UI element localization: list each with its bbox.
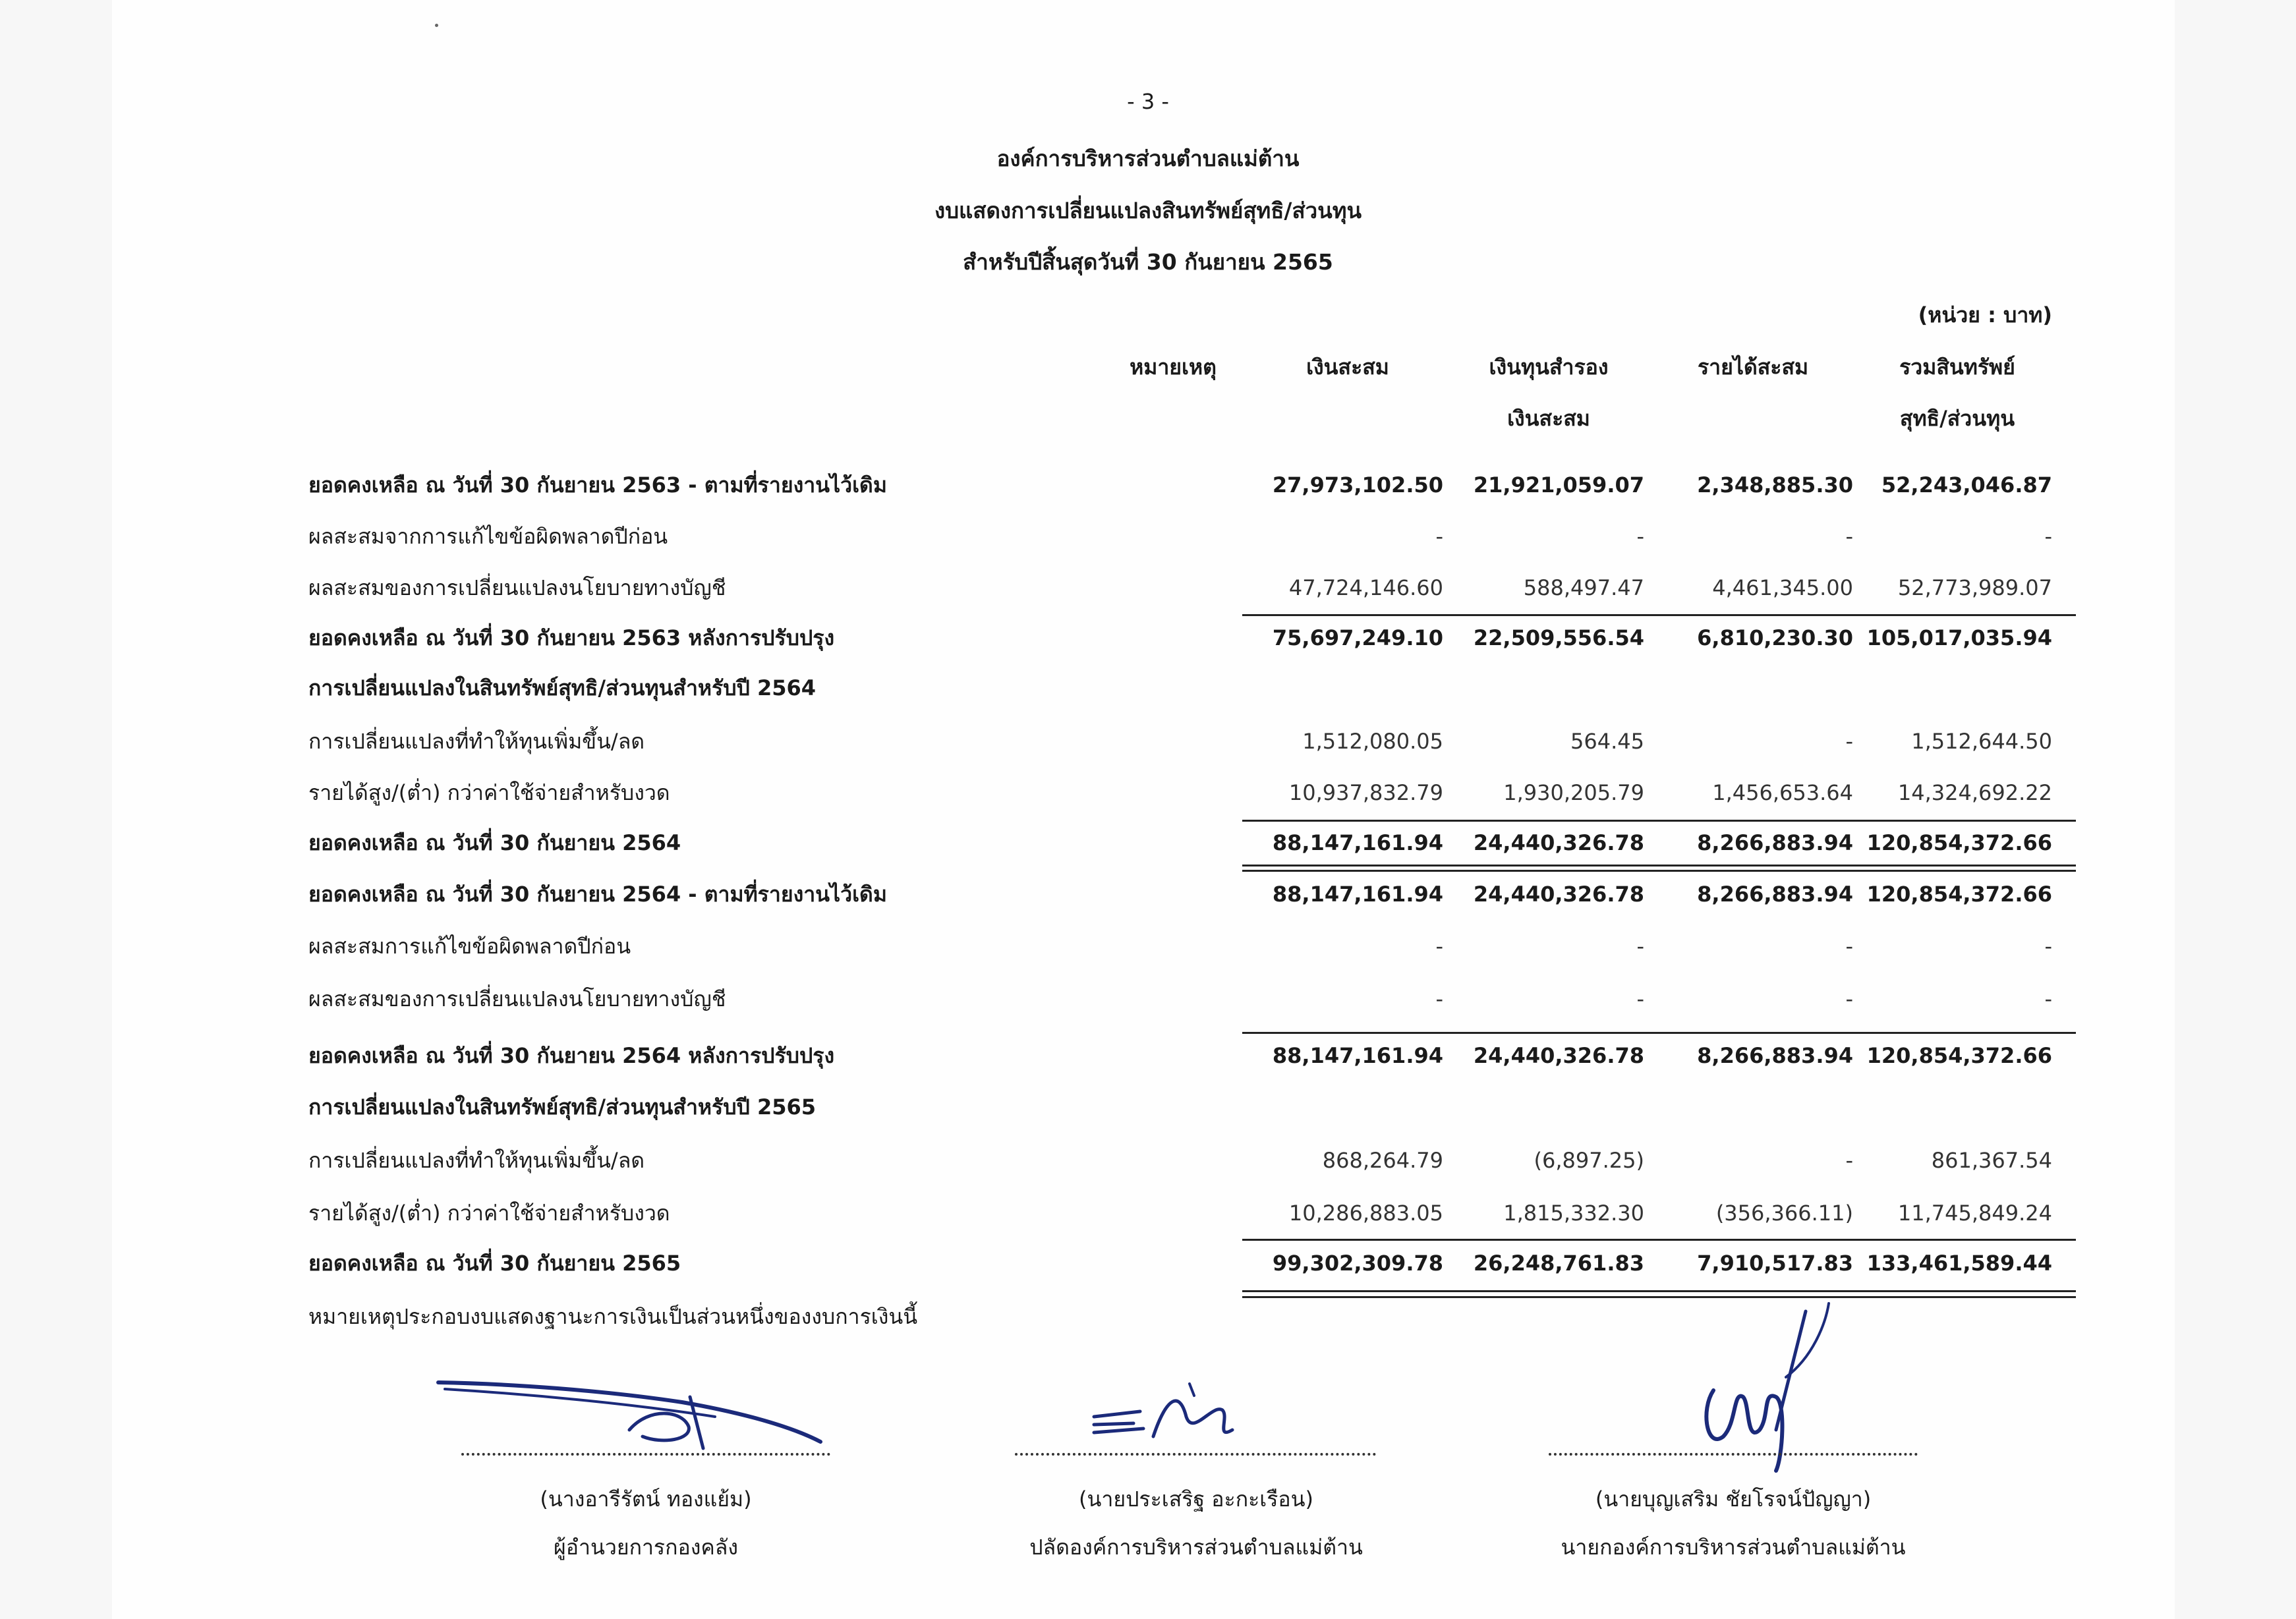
cell-total: 1,512,644.50 [1911,729,2052,754]
cell-reserve: 24,440,326.78 [1473,882,1644,907]
row-balance-2563-adjusted [0,618,2296,658]
row-prior-error-2563 [0,517,2296,556]
cell-total: - [2044,986,2052,1011]
cell-total: 52,773,989.07 [1897,575,2052,600]
signatory-position-2: ปลัดองค์การบริหารส่วนตำบลแม่ต้าน [1029,1535,1363,1560]
organization-title: องค์การบริหารส่วนตำบลแม่ต้าน [996,146,1300,171]
section-heading: การเปลี่ยนแปลงในสินทรัพย์สุทธิ/ส่วนทุนสำหรับปี 2564 [308,675,817,700]
period-title: สำหรับปีสิ้นสุดวันที่ 30 กันยายน 2565 [963,249,1333,275]
cell-total: 105,017,035.94 [1866,625,2052,650]
subtotal-rule [1242,1032,2076,1034]
row-label: ยอดคงเหลือ ณ วันที่ 30 กันยายน 2564 - ตามที่รายงานไว้เดิม [308,882,887,907]
signature-line-3 [1549,1453,1918,1456]
signatory-name-3: (นายบุญเสริม ชัยโรจน์ปัญญา) [1595,1487,1872,1512]
cell-reserve: 1,815,332.30 [1503,1201,1644,1226]
cell-revenue: 8,266,883.94 [1697,830,1853,855]
cell-total: 14,324,692.22 [1897,780,2052,805]
signatory-position-1: ผู้อำนวยการกองคลัง [554,1535,738,1560]
unit-label: (หน่วย : บาท) [1918,302,2052,327]
signatory-name-2: (นายประเสริฐ อะกะเรือน) [1079,1487,1313,1512]
cell-revenue: (356,366.11) [1715,1201,1853,1226]
total-double-rule-top [1242,865,2076,866]
cell-total: 861,367.54 [1931,1148,2052,1173]
row-label: ยอดคงเหลือ ณ วันที่ 30 กันยายน 2564 [308,830,681,855]
subtotal-rule [1242,820,2076,822]
cell-accumulated: 10,937,832.79 [1288,780,1443,805]
row-policy-change-2563 [0,568,2296,608]
cell-total: 133,461,589.44 [1866,1251,2052,1276]
cell-revenue: - [1845,934,1853,959]
row-capital-change-2564 [0,722,2296,761]
subtotal-rule [1242,614,2076,616]
total-double-rule-bottom [1242,870,2076,872]
total-double-rule-bottom [1242,1296,2076,1298]
signature-line-1 [461,1453,830,1456]
row-label: รายได้สูง/(ต่ำ) กว่าค่าใช้จ่ายสำหรับงวด [308,1201,670,1226]
cell-revenue: - [1845,1148,1853,1173]
column-header-reserve-line2: เงินสะสม [1507,406,1590,431]
row-label: ผลสะสมของการเปลี่ยนแปลงนโยบายทางบัญชี [308,986,726,1011]
cell-reserve: - [1636,934,1644,959]
cell-total: 120,854,372.66 [1866,882,2052,907]
row-label: ยอดคงเหลือ ณ วันที่ 30 กันยายน 2565 [308,1251,681,1276]
cell-accumulated: 868,264.79 [1322,1148,1443,1173]
row-label: ยอดคงเหลือ ณ วันที่ 30 กันยายน 2563 - ตามที่รายงานไว้เดิม [308,472,887,497]
column-header-total-line2: สุทธิ/ส่วนทุน [1899,406,2015,431]
cell-revenue: - [1845,524,1853,549]
cell-revenue: 7,910,517.83 [1697,1251,1853,1276]
scan-speck [435,24,438,27]
cell-reserve: 26,248,761.83 [1473,1251,1644,1276]
cell-revenue: 1,456,653.64 [1712,780,1853,805]
cell-reserve: 24,440,326.78 [1473,830,1644,855]
signature-mayor [1687,1298,1858,1476]
column-header-revenue: รายได้สะสม [1697,355,1809,380]
cell-accumulated: - [1435,524,1443,549]
row-balance-2564-adjusted [0,1036,2296,1075]
signature-chief-administrator [1081,1377,1252,1456]
cell-accumulated: - [1435,934,1443,959]
cell-revenue: 6,810,230.30 [1697,625,1853,650]
signature-line-2 [1015,1453,1376,1456]
row-balance-2564-original [0,874,2296,914]
cell-total: 120,854,372.66 [1866,830,2052,855]
row-section-2565 [0,1087,2296,1127]
row-label: ยอดคงเหลือ ณ วันที่ 30 กันยายน 2564 หลังการปรับปรุง [308,1043,835,1068]
cell-reserve: - [1636,524,1644,549]
cell-reserve: 1,930,205.79 [1503,780,1644,805]
cell-total: - [2044,934,2052,959]
row-label: การเปลี่ยนแปลงที่ทำให้ทุนเพิ่มขึ้น/ลด [308,1148,645,1173]
section-heading: การเปลี่ยนแปลงในสินทรัพย์สุทธิ/ส่วนทุนสำหรับปี 2565 [308,1094,817,1120]
signatory-name-1: (นางอารีรัตน์ ทองแย้ม) [540,1487,752,1512]
row-balance-2563-original [0,465,2296,505]
cell-accumulated: 47,724,146.60 [1288,575,1443,600]
cell-total: 11,745,849.24 [1897,1201,2052,1226]
row-surplus-2565 [0,1193,2296,1233]
row-policy-change-2564 [0,979,2296,1019]
signature-finance-director [432,1371,827,1456]
cell-accumulated: 88,147,161.94 [1272,1043,1443,1068]
footnote: หมายเหตุประกอบงบแสดงฐานะการเงินเป็นส่วนหนึ่งของงบการเงินนี้ [308,1304,918,1329]
column-header-accumulated: เงินสะสม [1306,355,1389,380]
subtotal-rule [1242,1239,2076,1241]
cell-reserve: 21,921,059.07 [1473,472,1644,497]
cell-reserve: 22,509,556.54 [1473,625,1644,650]
cell-accumulated: 75,697,249.10 [1272,625,1443,650]
cell-revenue: 8,266,883.94 [1697,1043,1853,1068]
cell-accumulated: - [1435,986,1443,1011]
cell-revenue: 2,348,885.30 [1697,472,1853,497]
page-number: - 3 - [1127,89,1169,114]
cell-accumulated: 1,512,080.05 [1302,729,1443,754]
cell-revenue: 8,266,883.94 [1697,882,1853,907]
row-section-2564 [0,668,2296,708]
total-double-rule-top [1242,1290,2076,1292]
column-header-reserve-line1: เงินทุนสำรอง [1489,355,1609,380]
row-balance-2565 [0,1243,2296,1283]
statement-title: งบแสดงการเปลี่ยนแปลงสินทรัพย์สุทธิ/ส่วนทุน [934,198,1362,223]
row-label: รายได้สูง/(ต่ำ) กว่าค่าใช้จ่ายสำหรับงวด [308,780,670,805]
cell-reserve: 588,497.47 [1523,575,1644,600]
cell-accumulated: 88,147,161.94 [1272,830,1443,855]
cell-accumulated: 88,147,161.94 [1272,882,1443,907]
cell-accumulated: 10,286,883.05 [1288,1201,1443,1226]
row-prior-error-2564 [0,926,2296,966]
row-surplus-2564 [0,773,2296,812]
row-label: ผลสะสมของการเปลี่ยนแปลงนโยบายทางบัญชี [308,575,726,600]
row-label: การเปลี่ยนแปลงที่ทำให้ทุนเพิ่มขึ้น/ลด [308,729,645,754]
cell-reserve: (6,897.25) [1534,1148,1644,1173]
row-label: ผลสะสมจากการแก้ไขข้อผิดพลาดปีก่อน [308,524,668,549]
cell-revenue: 4,461,345.00 [1712,575,1853,600]
cell-reserve: - [1636,986,1644,1011]
cell-total: 120,854,372.66 [1866,1043,2052,1068]
cell-total: 52,243,046.87 [1881,472,2052,497]
cell-total: - [2044,524,2052,549]
column-header-note: หมายเหตุ [1130,355,1217,380]
row-capital-change-2565 [0,1141,2296,1180]
cell-reserve: 564.45 [1570,729,1644,754]
signatory-position-3: นายกองค์การบริหารส่วนตำบลแม่ต้าน [1561,1535,1906,1560]
row-label: ยอดคงเหลือ ณ วันที่ 30 กันยายน 2563 หลังการปรับปรุง [308,625,835,650]
row-balance-2564 [0,823,2296,863]
cell-accumulated: 27,973,102.50 [1272,472,1443,497]
cell-accumulated: 99,302,309.78 [1272,1251,1443,1276]
cell-reserve: 24,440,326.78 [1473,1043,1644,1068]
row-label: ผลสะสมการแก้ไขข้อผิดพลาดปีก่อน [308,934,631,959]
cell-revenue: - [1845,986,1853,1011]
column-header-total-line1: รวมสินทรัพย์ [1899,355,2015,380]
cell-revenue: - [1845,729,1853,754]
